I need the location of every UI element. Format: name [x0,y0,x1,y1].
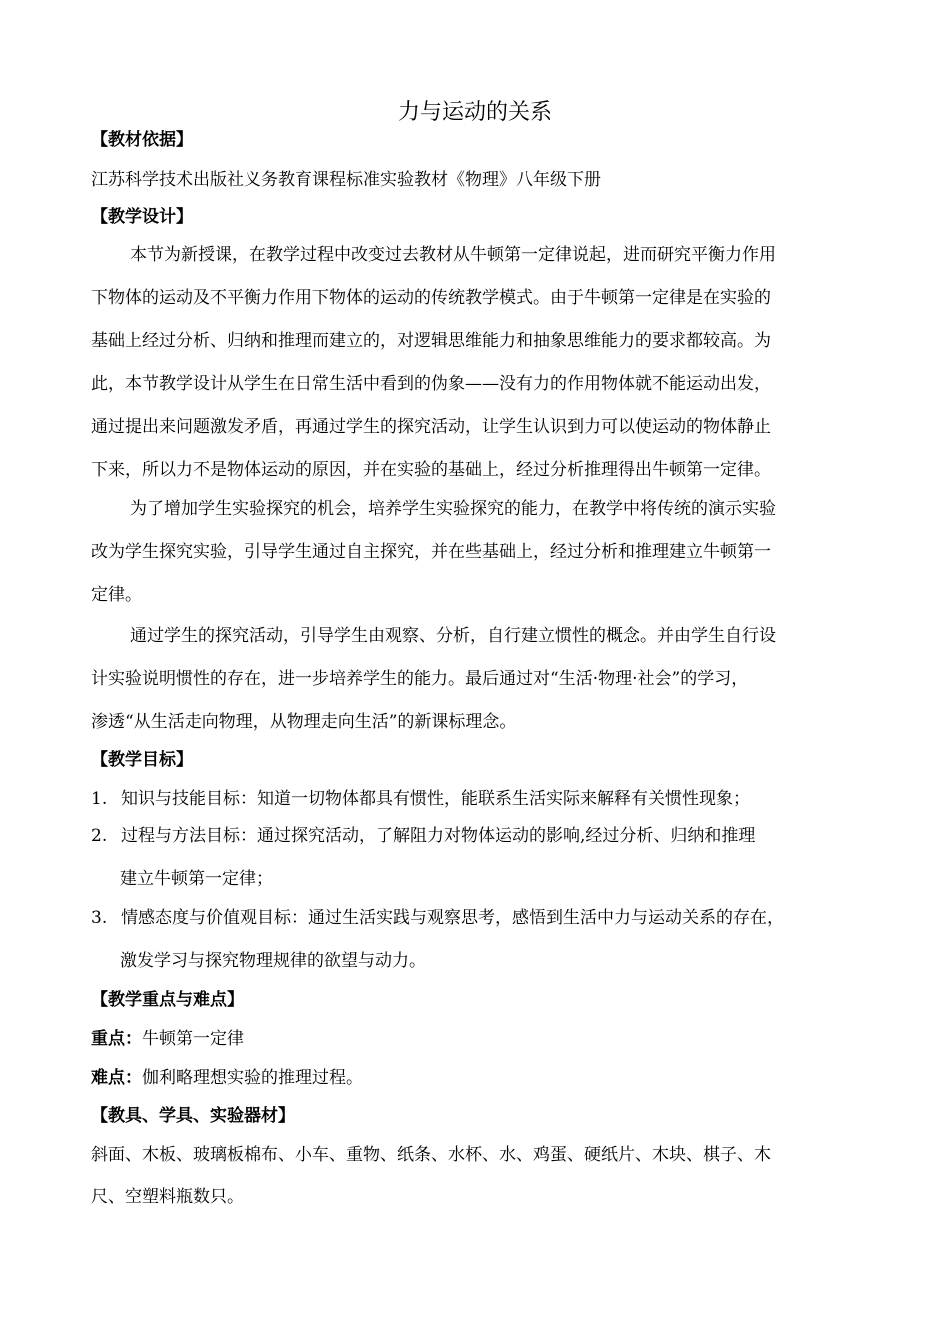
heading-key-points: 【教学重点与难点】 [91,990,244,1010]
goal-item [91,824,871,848]
design-p2-line: 改为学生探究实验，引导学生通过自主探究，并在些基础上，经过分析和推理建立牛顿第一 [91,542,771,562]
design-p1-line: 下来，所以力不是物体运动的原因，并在实验的基础上，经过分析推理得出牛顿第一定律。 [91,460,771,480]
focus-label: 重点： [91,1029,142,1049]
goal-text: 知识与技能目标：知道一切物体都具有惯性，能联系生活实际来解释有关惯性现象； [121,789,750,809]
heading-teaching-goals: 【教学目标】 [91,750,193,770]
difficulty-label: 难点： [91,1068,142,1088]
design-p3-line: 渗透“从生活走向物理，从物理走向生活”的新课标理念。 [91,712,517,732]
design-p1-line: 通过提出来问题激发矛盾，再通过学生的探究活动，让学生认识到力可以使运动的物体静止 [91,417,771,437]
materials-line: 尺、空塑料瓶数只。 [91,1187,244,1207]
difficulty-text: 伽利略理想实验的推理过程。 [142,1068,363,1088]
design-p3-line: 通过学生的探究活动，引导学生由观察、分析，自行建立惯性的概念。并由学生自行设 [130,626,776,646]
goal-text-continued: 建立牛顿第一定律； [120,869,273,889]
goal-text: 情感态度与价值观目标：通过生活实践与观察思考，感悟到生活中力与运动关系的存在， [121,908,784,928]
materials-line: 斜面、木板、玻璃板棉布、小车、重物、纸条、水杯、水、鸡蛋、硬纸片、木块、棋子、木 [91,1145,771,1165]
design-p3-line: 计实验说明惯性的存在，进一步培养学生的能力。最后通过对“生活·物理·社会”的学习， [91,669,749,689]
design-p1-line: 下物体的运动及不平衡力作用下物体的运动的传统教学模式。由于牛顿第一定律是在实验的 [91,288,771,308]
textbook-basis-text: 江苏科学技术出版社义务教育课程标准实验教材《物理》八年级下册 [91,170,601,190]
design-p1-line: 此，本节教学设计从学生在日常生活中看到的伪象——没有力的作用物体就不能运动出发， [91,374,771,394]
goal-item [91,906,871,930]
design-p2-line: 为了增加学生实验探究的机会，培养学生实验探究的能力，在教学中将传统的演示实验 [130,499,776,519]
design-p1-line: 基础上经过分析、归纳和推理而建立的，对逻辑思维能力和抽象思维能力的要求都较高。为 [91,331,771,351]
document-title: 力与运动的关系 [397,100,552,125]
goal-number: 3. [91,908,108,928]
goal-text: 过程与方法目标：通过探究活动，了解阻力对物体运动的影响,经过分析、归纳和推理 [121,826,756,846]
design-p1-line: 本节为新授课，在教学过程中改变过去教材从牛顿第一定律说起，进而研究平衡力作用 [130,245,776,265]
goal-item [91,787,871,811]
heading-teaching-design: 【教学设计】 [91,207,193,227]
design-p2-line: 定律。 [91,585,142,605]
heading-materials: 【教具、学具、实验器材】 [91,1106,295,1126]
difficulty-line [91,1066,871,1090]
goal-number: 1. [91,789,108,809]
focus-line [91,1027,871,1051]
goal-number: 2. [91,826,108,846]
heading-textbook-basis: 【教材依据】 [91,130,193,150]
goal-text-continued: 激发学习与探究物理规律的欲望与动力。 [120,951,426,971]
focus-text: 牛顿第一定律 [142,1029,244,1049]
